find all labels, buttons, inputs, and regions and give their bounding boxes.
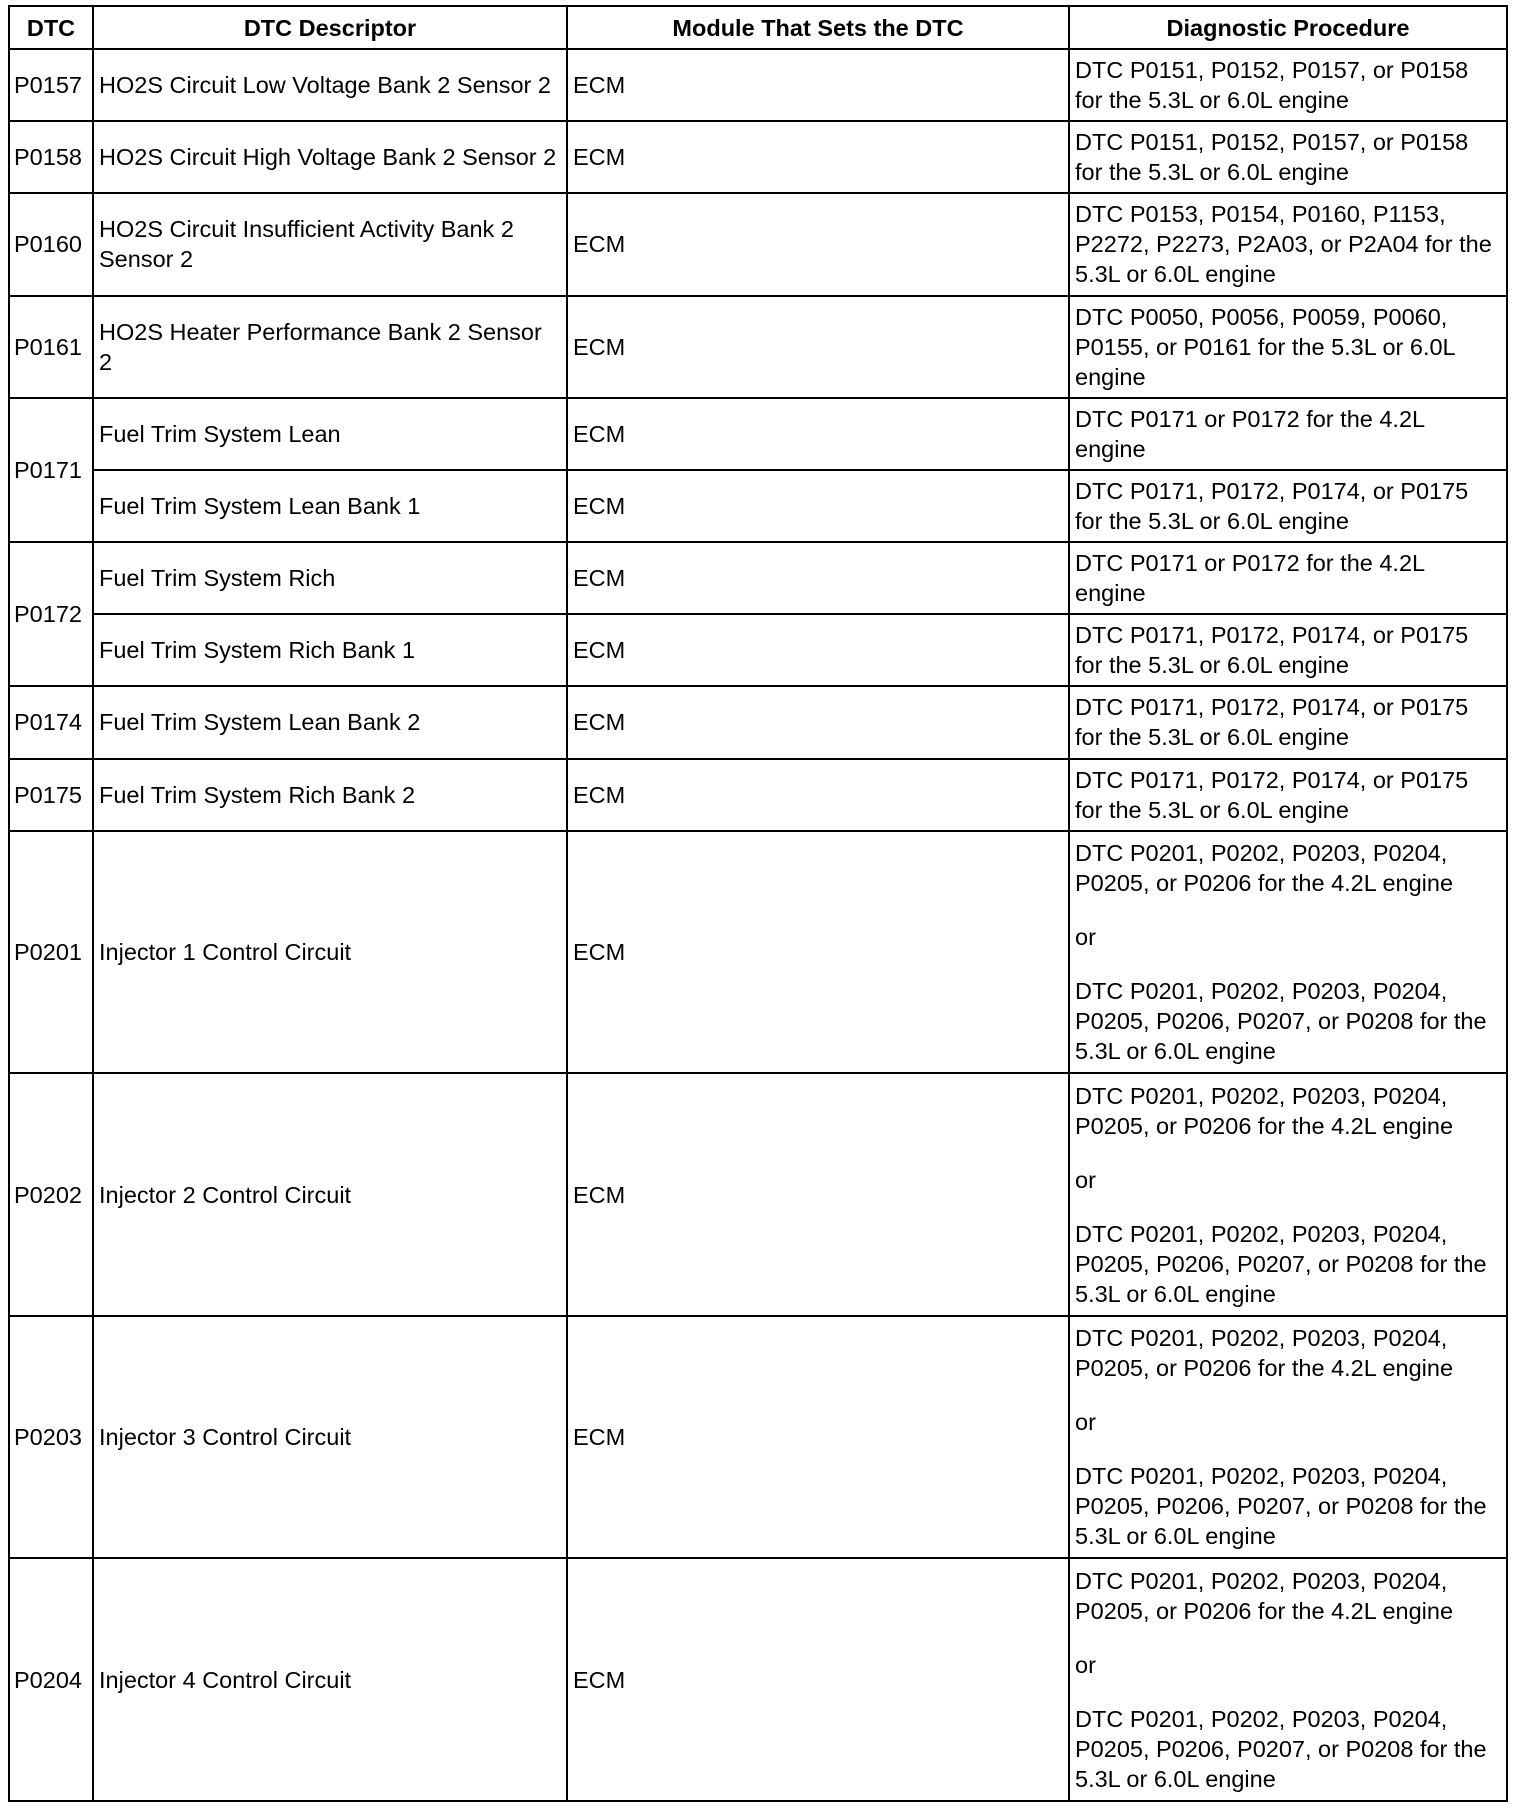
dtc-table bbox=[8, 5, 1508, 1802]
procedure-paragraph: DTC P0201, P0202, P0203, P0204, P0205, P0206, P0207, or P0208 for the 5.3L or 6.0L engine bbox=[1075, 1463, 1487, 1550]
table-row bbox=[9, 759, 1507, 831]
header-dtc: DTC bbox=[9, 6, 93, 49]
dtc-code-cell: P0175 bbox=[9, 759, 93, 831]
diagnostic-procedure-cell bbox=[1069, 1073, 1507, 1316]
procedure-paragraph: DTC P0171, P0172, P0174, or P0175 for the 5.3L or 6.0L engine bbox=[1075, 622, 1469, 679]
dtc-code-cell: P0201 bbox=[9, 831, 93, 1074]
procedure-paragraph: or bbox=[1075, 1651, 1096, 1678]
procedure-paragraph: DTC P0171, P0172, P0174, or P0175 for the 5.3L or 6.0L engine bbox=[1075, 477, 1469, 534]
procedure-paragraph: DTC P0153, P0154, P0160, P1153, P2272, P2273, P2A03, or P2A04 for the 5.3L or 6.0L engine bbox=[1075, 201, 1492, 288]
procedure-paragraph: or bbox=[1075, 1409, 1096, 1436]
module-cell: ECM bbox=[567, 1558, 1069, 1801]
diagnostic-procedure-cell bbox=[1069, 296, 1507, 398]
dtc-code-cell: P0172 bbox=[9, 542, 93, 686]
module-cell: ECM bbox=[567, 296, 1069, 398]
module-cell: ECM bbox=[567, 470, 1069, 542]
table-row bbox=[9, 121, 1507, 193]
dtc-descriptor-cell: HO2S Heater Performance Bank 2 Sensor 2 bbox=[93, 296, 567, 398]
procedure-paragraph: or bbox=[1075, 923, 1096, 950]
dtc-descriptor-cell: Injector 3 Control Circuit bbox=[93, 1316, 567, 1559]
diagnostic-procedure-cell bbox=[1069, 193, 1507, 295]
diagnostic-procedure-cell bbox=[1069, 831, 1507, 1074]
diagnostic-procedure-cell bbox=[1069, 759, 1507, 831]
table-row bbox=[9, 296, 1507, 398]
header-diagnostic-procedure: Diagnostic Procedure bbox=[1069, 6, 1507, 49]
module-cell: ECM bbox=[567, 193, 1069, 295]
dtc-descriptor-cell: Fuel Trim System Rich bbox=[93, 542, 567, 614]
procedure-paragraph: DTC P0050, P0056, P0059, P0060, P0155, or P0161 for the 5.3L or 6.0L engine bbox=[1075, 303, 1455, 390]
table-body bbox=[9, 49, 1507, 1801]
dtc-descriptor-cell: Fuel Trim System Lean bbox=[93, 398, 567, 470]
header-row bbox=[9, 6, 1507, 49]
procedure-paragraph: DTC P0201, P0202, P0203, P0204, P0205, P0206, P0207, or P0208 for the 5.3L or 6.0L engine bbox=[1075, 977, 1487, 1064]
diagnostic-procedure-cell bbox=[1069, 121, 1507, 193]
dtc-descriptor-cell: Fuel Trim System Lean Bank 1 bbox=[93, 470, 567, 542]
header-module: Module That Sets the DTC bbox=[567, 6, 1069, 49]
dtc-descriptor-cell: HO2S Circuit Insufficient Activity Bank 2 Sensor 2 bbox=[93, 193, 567, 295]
dtc-code-cell: P0160 bbox=[9, 193, 93, 295]
table-row bbox=[9, 49, 1507, 121]
module-cell: ECM bbox=[567, 1073, 1069, 1316]
procedure-paragraph: DTC P0201, P0202, P0203, P0204, P0205, P0206, P0207, or P0208 for the 5.3L or 6.0L engine bbox=[1075, 1705, 1487, 1792]
diagnostic-procedure-cell bbox=[1069, 1558, 1507, 1801]
dtc-descriptor-cell: Injector 4 Control Circuit bbox=[93, 1558, 567, 1801]
table-header bbox=[9, 6, 1507, 49]
table-row bbox=[9, 470, 1507, 542]
module-cell: ECM bbox=[567, 542, 1069, 614]
procedure-paragraph: or bbox=[1075, 1166, 1096, 1193]
diagnostic-procedure-cell bbox=[1069, 614, 1507, 686]
table-row bbox=[9, 686, 1507, 758]
dtc-code-cell: P0202 bbox=[9, 1073, 93, 1316]
procedure-paragraph: DTC P0201, P0202, P0203, P0204, P0205, or P0206 for the 4.2L engine bbox=[1075, 1567, 1454, 1624]
dtc-code-cell: P0203 bbox=[9, 1316, 93, 1559]
procedure-paragraph: DTC P0151, P0152, P0157, or P0158 for the 5.3L or 6.0L engine bbox=[1075, 129, 1469, 186]
dtc-code-cell: P0174 bbox=[9, 686, 93, 758]
table-row bbox=[9, 614, 1507, 686]
table-row bbox=[9, 398, 1507, 470]
table-row bbox=[9, 1558, 1507, 1801]
diagnostic-procedure-cell bbox=[1069, 542, 1507, 614]
dtc-descriptor-cell: HO2S Circuit Low Voltage Bank 2 Sensor 2 bbox=[93, 49, 567, 121]
header-dtc-descriptor: DTC Descriptor bbox=[93, 6, 567, 49]
diagnostic-procedure-cell bbox=[1069, 398, 1507, 470]
dtc-descriptor-cell: HO2S Circuit High Voltage Bank 2 Sensor 2 bbox=[93, 121, 567, 193]
procedure-paragraph: DTC P0171, P0172, P0174, or P0175 for the 5.3L or 6.0L engine bbox=[1075, 694, 1469, 751]
diagnostic-procedure-cell bbox=[1069, 49, 1507, 121]
procedure-paragraph: DTC P0151, P0152, P0157, or P0158 for the 5.3L or 6.0L engine bbox=[1075, 57, 1469, 114]
module-cell: ECM bbox=[567, 614, 1069, 686]
table-row bbox=[9, 1073, 1507, 1316]
table-row bbox=[9, 193, 1507, 295]
dtc-descriptor-cell: Fuel Trim System Rich Bank 1 bbox=[93, 614, 567, 686]
table-row bbox=[9, 831, 1507, 1074]
table-row bbox=[9, 1316, 1507, 1559]
procedure-paragraph: DTC P0171, P0172, P0174, or P0175 for the 5.3L or 6.0L engine bbox=[1075, 766, 1469, 823]
module-cell: ECM bbox=[567, 1316, 1069, 1559]
dtc-code-cell: P0161 bbox=[9, 296, 93, 398]
procedure-paragraph: DTC P0201, P0202, P0203, P0204, P0205, P0206, P0207, or P0208 for the 5.3L or 6.0L engine bbox=[1075, 1220, 1487, 1307]
dtc-code-cell: P0157 bbox=[9, 49, 93, 121]
module-cell: ECM bbox=[567, 831, 1069, 1074]
module-cell: ECM bbox=[567, 49, 1069, 121]
module-cell: ECM bbox=[567, 759, 1069, 831]
dtc-descriptor-cell: Fuel Trim System Lean Bank 2 bbox=[93, 686, 567, 758]
module-cell: ECM bbox=[567, 121, 1069, 193]
module-cell: ECM bbox=[567, 686, 1069, 758]
procedure-paragraph: DTC P0171 or P0172 for the 4.2L engine bbox=[1075, 405, 1425, 462]
diagnostic-procedure-cell bbox=[1069, 470, 1507, 542]
procedure-paragraph: DTC P0201, P0202, P0203, P0204, P0205, or P0206 for the 4.2L engine bbox=[1075, 1082, 1454, 1139]
dtc-code-cell: P0204 bbox=[9, 1558, 93, 1801]
procedure-paragraph: DTC P0201, P0202, P0203, P0204, P0205, or P0206 for the 4.2L engine bbox=[1075, 1325, 1454, 1382]
table-row bbox=[9, 542, 1507, 614]
dtc-code-cell: P0171 bbox=[9, 398, 93, 542]
procedure-paragraph: DTC P0201, P0202, P0203, P0204, P0205, or P0206 for the 4.2L engine bbox=[1075, 839, 1454, 896]
dtc-descriptor-cell: Fuel Trim System Rich Bank 2 bbox=[93, 759, 567, 831]
dtc-code-cell: P0158 bbox=[9, 121, 93, 193]
procedure-paragraph: DTC P0171 or P0172 for the 4.2L engine bbox=[1075, 550, 1425, 607]
module-cell: ECM bbox=[567, 398, 1069, 470]
diagnostic-procedure-cell bbox=[1069, 1316, 1507, 1559]
diagnostic-procedure-cell bbox=[1069, 686, 1507, 758]
dtc-descriptor-cell: Injector 2 Control Circuit bbox=[93, 1073, 567, 1316]
dtc-descriptor-cell: Injector 1 Control Circuit bbox=[93, 831, 567, 1074]
